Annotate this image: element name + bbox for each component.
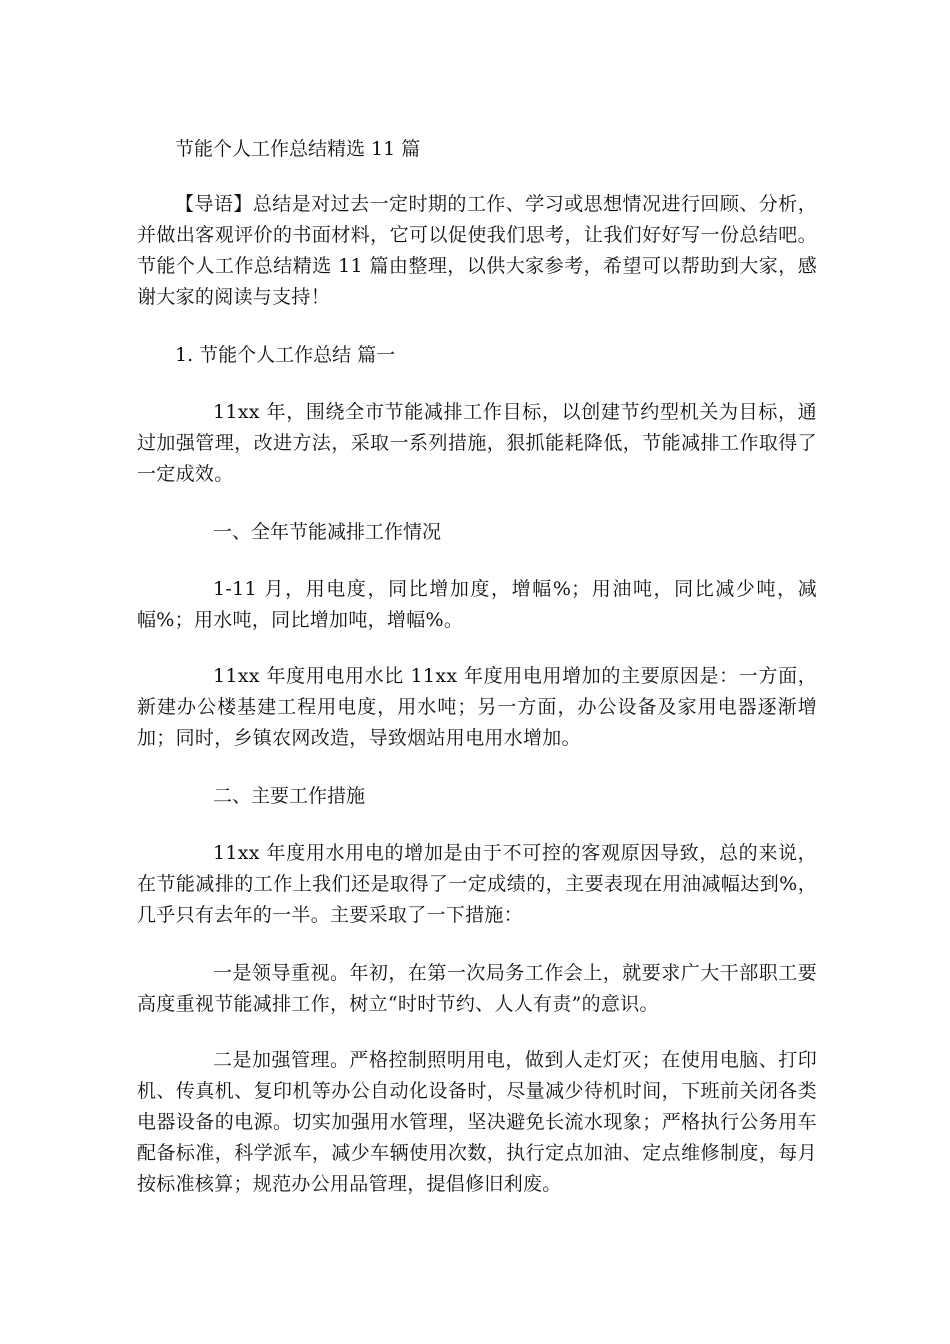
paragraph-1: 11xx 年，围绕全市节能减排工作目标，以创建节约型机关为目标，通过加强管理，改进方法，采取一系列措施，狠抓能耗降低，节能减排工作取得了一定成效。 (137, 401, 817, 485)
paragraph-5: 一是领导重视。年初，在第一次局务工作会上，就要求广大干部职工要高度重视节能减排工作，树立“时时节约、人人有责”的意识。 (137, 962, 817, 1015)
section-heading-1: 1. 节能个人工作总结 篇一 (175, 344, 396, 366)
paragraph-3: 11xx 年度用电用水比 11xx 年度用电用增加的主要原因是：一方面，新建办公楼基建工程用电度，用水吨；另一方面，办公设备及家用电器逐渐增加；同时，乡镇农网改造，导致烟站用电用水增加。 (137, 665, 817, 749)
paragraph-6: 二是加强管理。严格控制照明用电，做到人走灯灭；在使用电脑、打印机、传真机、复印机等办公自动化设备时，尽量减少待机时间，下班前关闭各类电器设备的电源。切实加强用水管理，坚决避免长流水现象；严格执行公务用车配备标准，科学派车，减少车辆使用次数，执行定点加油、定点维修制度，每月按标准核算；规范办公用品管理，提倡修旧利废。 (137, 1049, 817, 1195)
intro-paragraph: 【导语】总结是对过去一定时期的工作、学习或思想情况进行回顾、分析，并做出客观评价的书面材料，它可以促使我们思考，让我们好好写一份总结吧。节能个人工作总结精选 11 篇由整理，以供大家参考，希望可以帮助到大家，感谢大家的阅读与支持！ (137, 193, 817, 308)
subheading-1: 一、全年节能减排工作情况 (213, 521, 442, 543)
paragraph-2: 1-11 月，用电度，同比增加度，增幅%；用油吨，同比减少吨，减幅%；用水吨，同比增加吨，增幅%。 (137, 578, 817, 631)
subheading-2: 二、主要工作措施 (213, 785, 366, 807)
paragraph-4: 11xx 年度用水用电的增加是由于不可控的客观原因导致，总的来说，在节能减排的工作上我们还是取得了一定成绩的，主要表现在用油减幅达到%，几乎只有去年的一半。主要采取了一下措施： (137, 842, 817, 926)
document-title: 节能个人工作总结精选 11 篇 (175, 138, 421, 160)
